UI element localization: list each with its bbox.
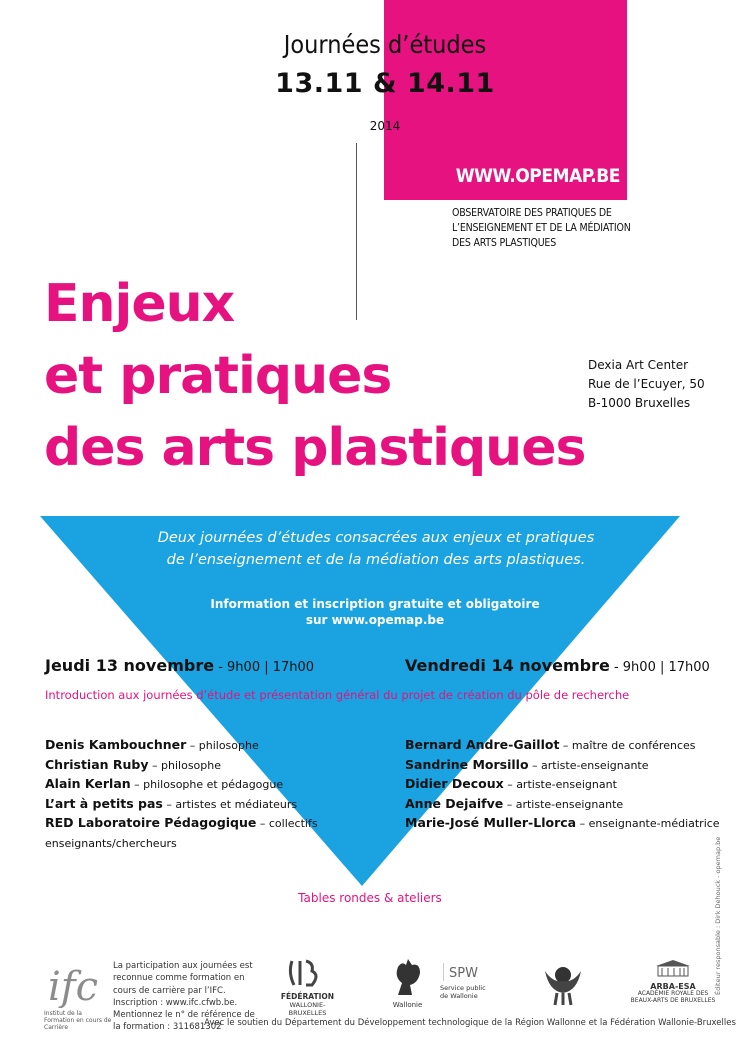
registration-info: [150, 596, 600, 628]
speaker-role: – artistes et médiateurs: [162, 797, 298, 811]
arba-logo-icon: [648, 960, 698, 982]
spw-line: Service public: [440, 984, 486, 992]
speaker-name: Anne Dejaifve: [405, 795, 504, 811]
day2-time: - 9h00 | 17h00: [609, 660, 710, 675]
info-link[interactable]: sur www.opemap.be: [305, 613, 445, 627]
speaker-role: – philosophe et pédagogue: [130, 778, 284, 791]
ifc-subtitle: Institut de la Formation en cours de Carrière: [44, 1010, 112, 1031]
participation-note: La participation aux journées est reconnue comme formation en cours de carrière par l’IFC. Inscription : www.ifc.cfwb.be. Mentionnez le n° de référence de la formation : 311681302: [113, 961, 255, 1033]
speaker-item: [405, 756, 735, 776]
arba-text: [630, 983, 716, 1004]
arba-name: ARBA-ESA: [650, 982, 696, 991]
intro-line: Deux journées d’études consacrées aux enjeux et pratiques: [157, 530, 595, 546]
speaker-item: [405, 736, 735, 756]
svg-text:ifc: ifc: [48, 964, 98, 1008]
fwb-line: FÉDÉRATION: [280, 992, 335, 1001]
spw-logo-icon: [443, 963, 489, 981]
intro-line: de l’enseignement et de la médiation des arts plastiques.: [166, 552, 586, 568]
speaker-item: [405, 814, 735, 834]
venue-address: [588, 356, 705, 413]
speaker-role: – philosophe: [148, 758, 222, 772]
speaker-item: [45, 775, 365, 795]
day1-time: - 9h00 | 17h00: [214, 660, 315, 675]
spw-line: de Wallonie: [440, 991, 478, 1000]
speaker-name: RED Laboratoire Pédagogique: [45, 815, 257, 830]
introduction-line: Introduction aux journées d’étude et présentation général du projet de création du pôle de recherche: [45, 688, 630, 702]
speaker-role: – enseignante-médiatrice: [576, 817, 720, 830]
speaker-item: [45, 736, 365, 756]
address-line: B-1000 Bruxelles: [588, 396, 691, 410]
wallonie-label: Wallonie: [392, 1001, 423, 1009]
speaker-role: – collectifs enseignants/chercheurs: [45, 817, 318, 850]
day1-name: Jeudi 13 novembre: [45, 656, 215, 675]
speaker-role: – artiste-enseignant: [503, 778, 617, 791]
eagle-emblem-icon: [543, 961, 583, 1007]
fwb-logo-icon: [286, 957, 322, 989]
speaker-role: – philosophe: [186, 739, 259, 752]
day2-heading: [405, 656, 710, 675]
event-dates: 13.11 & 14.11: [275, 68, 495, 99]
speaker-name: Alain Kerlan: [45, 776, 131, 791]
fwb-text: [275, 993, 340, 1017]
main-title-line: des arts plastiques: [44, 418, 586, 478]
speaker-role: – artiste-enseignante: [503, 797, 624, 811]
wallonie-rooster-icon: [390, 957, 424, 999]
speaker-item: [45, 795, 365, 815]
svg-text:SPW: SPW: [449, 966, 478, 981]
main-title-line: Enjeux: [44, 274, 235, 334]
event-title: Journées d’études: [283, 30, 487, 59]
speaker-name: Denis Kambouchner: [45, 737, 187, 752]
speaker-item: [45, 756, 365, 776]
speaker-name: Marie-José Muller-Llorca: [405, 815, 577, 830]
speaker-name: L’art à petits pas: [45, 795, 163, 811]
speaker-role: – artiste-enseignante: [528, 758, 649, 772]
speaker-name: Bernard Andre-Gaillot: [405, 737, 560, 752]
arba-sub: ACADÉMIE ROYALE DES BEAUX-ARTS DE BRUXELLES: [630, 990, 716, 1004]
website-link[interactable]: WWW.OPEMAP.BE: [455, 165, 620, 187]
speaker-name: Christian Ruby: [45, 756, 149, 772]
editeur-responsable: Éditeur responsable : Dirk Dehouck - opemap.be: [714, 836, 722, 995]
observatoire-line: L’ENSEIGNEMENT ET DE LA MÉDIATION: [452, 222, 631, 234]
speaker-name: Didier Decoux: [405, 776, 504, 791]
speaker-role: – maître de conférences: [559, 739, 696, 752]
address-line: Rue de l’Ecuyer, 50: [588, 377, 705, 391]
address-line: Dexia Art Center: [588, 358, 689, 372]
speakers-day2: [405, 736, 735, 834]
day2-name: Vendredi 14 novembre: [405, 656, 610, 675]
vertical-divider: [356, 143, 357, 320]
fwb-line: WALLONIE-BRUXELLES: [288, 1001, 327, 1017]
event-year: 2014: [369, 119, 401, 133]
speaker-item: [405, 775, 735, 795]
speaker-item: [45, 814, 345, 853]
day1-heading: [45, 656, 314, 675]
observatoire-subtitle: [452, 206, 652, 251]
soutien-line: Avec le soutien du Département du Développement technologique de la Région Wallonne et la Fédération Wallonie-Bruxelles: [204, 1018, 736, 1028]
speaker-name: Sandrine Morsillo: [405, 756, 529, 772]
ifc-logo-icon: [46, 962, 102, 1008]
intro-text: [100, 527, 652, 571]
spw-text: [440, 985, 500, 1000]
observatoire-line: OBSERVATOIRE DES PRATIQUES DE: [452, 207, 612, 219]
observatoire-line: DES ARTS PLASTIQUES: [452, 237, 556, 249]
speaker-item: [405, 795, 735, 815]
tables-rondes: Tables rondes & ateliers: [298, 891, 442, 905]
info-line: Information et inscription gratuite et obligatoire: [210, 597, 540, 611]
main-title-line: et pratiques: [44, 346, 392, 406]
speakers-day1: [45, 736, 365, 853]
